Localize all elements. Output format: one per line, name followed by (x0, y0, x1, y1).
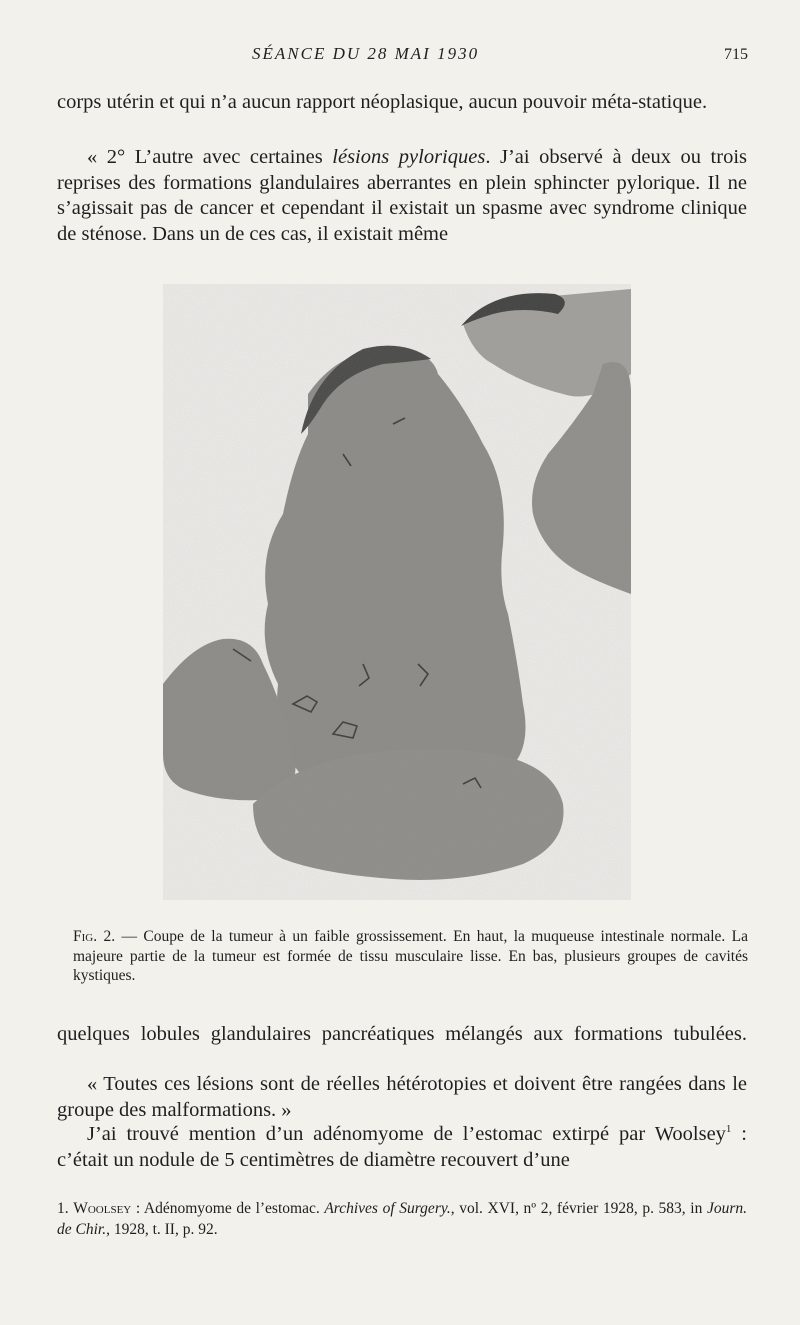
paragraph-heterotopies: « Toutes ces lésions sont de réelles hétérotopies et doivent être rangées dans le groupe des malformations. » (57, 1073, 747, 1121)
paragraph-text: . J’ai observé à deux ou trois reprises des formations glandulaires aberrantes en plein sphincter pylorique. Il ne s’agissait pas de cancer et cependant il existait un spasme avec syndrome clinique de sténose. Dans un de ces cas, il existait même (57, 146, 747, 245)
footnote-text: , 1928, t. II, p. 92. (106, 1221, 218, 1238)
paragraph-continuation: corps utérin et qui n’a aucun rapport néoplasique, aucun pouvoir méta-statique. (57, 91, 708, 113)
paragraph-text: J’ai trouvé mention d’un adénomyome de l’estomac extirpé par Woolsey (87, 1123, 726, 1145)
footnote-journal: Journ. de Chir. (57, 1200, 747, 1238)
page-header (0, 44, 800, 70)
footnote-author: Woolsey (73, 1200, 132, 1217)
paragraph-pyloric-lesions (57, 145, 747, 247)
footnote-reference: 1 (725, 1123, 732, 1136)
paragraph-text: : c’était un nodule de 5 centimètres de diamètre recouvert d’une (57, 1123, 747, 1171)
footnote-text: , vol. XVI, nº 2, février 1928, p. 583, in (450, 1200, 707, 1217)
footnote-number: 1. (57, 1200, 74, 1217)
running-head: SÉANCE DU 28 MAI 1930 (252, 44, 480, 63)
paragraph-woolsey (57, 1122, 747, 1173)
paragraph-pancreatic-lobules: quelques lobules glandulaires pancréatiques mélangés aux formations tubulées. (57, 1023, 747, 1045)
emphasis-text: lésions pyloriques (332, 146, 486, 168)
caption-text: — Coupe de la tumeur à un faible grossissement. En haut, la muqueuse intestinale normale. La majeure partie de la tumeur est formée de tissu musculaire lisse. En bas, plusieurs groupes de cavités kystiques. (73, 928, 749, 984)
paragraph-text: « 2° L’autre avec certaines (87, 146, 333, 168)
figure-caption (73, 927, 748, 986)
page-number: 715 (724, 46, 748, 63)
footnote (57, 1198, 747, 1240)
micrograph-image (163, 284, 631, 900)
footnote-journal: Archives of Surgery. (324, 1200, 451, 1217)
figure-label: Fig. 2. (73, 928, 116, 945)
figure-micrograph (163, 284, 631, 900)
footnote-text: : Adénomyome de l’estomac. (131, 1200, 325, 1217)
figure-grain (163, 284, 631, 900)
